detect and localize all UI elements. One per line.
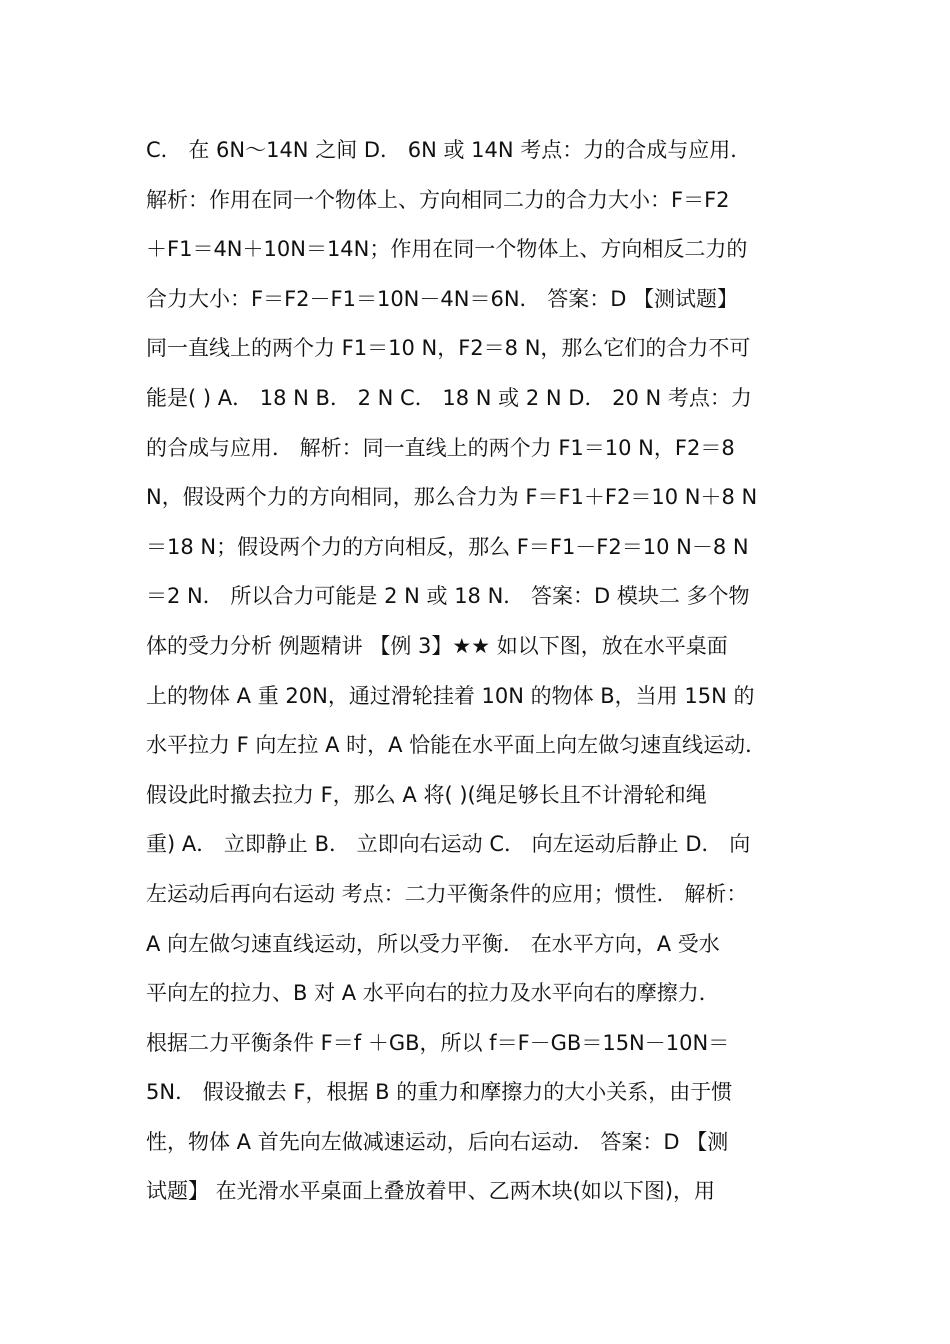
text-line: 体的受力分析 例题精讲 【例 3】★★ 如以下图，放在水平桌面	[146, 633, 728, 658]
text-line: ＝2 N． 所以合力可能是 2 N 或 18 N． 答案：D 模块二 多个物	[146, 584, 750, 609]
text-line: C． 在 6N～14N 之间 D． 6N 或 14N 考点：力的合成与应用．	[146, 138, 752, 162]
text-line: 上的物体 A 重 20N，通过滑轮挂着 10N 的物体 B，当用 15N 的	[146, 683, 755, 708]
text-line: 5N． 假设撤去 F，根据 B 的重力和摩擦力的大小关系，由于惯	[146, 1080, 733, 1105]
body-text	[146, 126, 836, 1217]
text-line: N，假设两个力的方向相同，那么合力为 F＝F1＋F2＝10 N＋8 N	[146, 485, 758, 510]
text-line: 解析：作用在同一个物体上、方向相同二力的合力大小：F＝F2	[146, 187, 730, 212]
text-line: 合力大小：F＝F2－F1＝10N－4N＝6N． 答案：D 【测试题】	[146, 286, 739, 311]
text-line: 假设此时撤去拉力 F，那么 A 将( )(绳足够长且不计滑轮和绳	[146, 782, 707, 807]
text-line: 水平拉力 F 向左拉 A 时，A 恰能在水平面上向左做匀速直线运动．	[146, 733, 767, 758]
text-line: ＋F1＝4N＋10N＝14N；作用在同一个物体上、方向相反二力的	[146, 237, 748, 262]
text-line: A 向左做匀速直线运动，所以受力平衡． 在水平方向，A 受水	[146, 931, 720, 956]
text-line: 根据二力平衡条件 F＝f ＋GB，所以 f＝F－GB＝15N－10N＝	[146, 1030, 730, 1055]
text-line: 左运动后再向右运动 考点：二力平衡条件的应用；惯性． 解析：	[146, 881, 748, 906]
text-line: 的合成与应用． 解析：同一直线上的两个力 F1＝10 N，F2＝8	[146, 435, 735, 460]
text-line: 试题】 在光滑水平桌面上叠放着甲、乙两木块(如以下图)，用	[146, 1179, 716, 1204]
text-line: 平向左的拉力、B 对 A 水平向右的拉力及水平向右的摩擦力．	[146, 981, 720, 1006]
text-line: 同一直线上的两个力 F1＝10 N，F2＝8 N，那么它们的合力不可	[146, 336, 751, 361]
text-line: 性，物体 A 首先向左做减速运动，后向右运动． 答案：D 【测	[146, 1129, 729, 1154]
text-line: 重) A． 立即静止 B． 立即向右运动 C． 向左运动后静止 D． 向	[146, 832, 751, 857]
text-line: ＝18 N；假设两个力的方向相反，那么 F＝F1－F2＝10 N－8 N	[146, 534, 749, 559]
text-line: 能是( ) A． 18 N B． 2 N C． 18 N 或 2 N D． 20 N 考点：力	[146, 385, 752, 410]
